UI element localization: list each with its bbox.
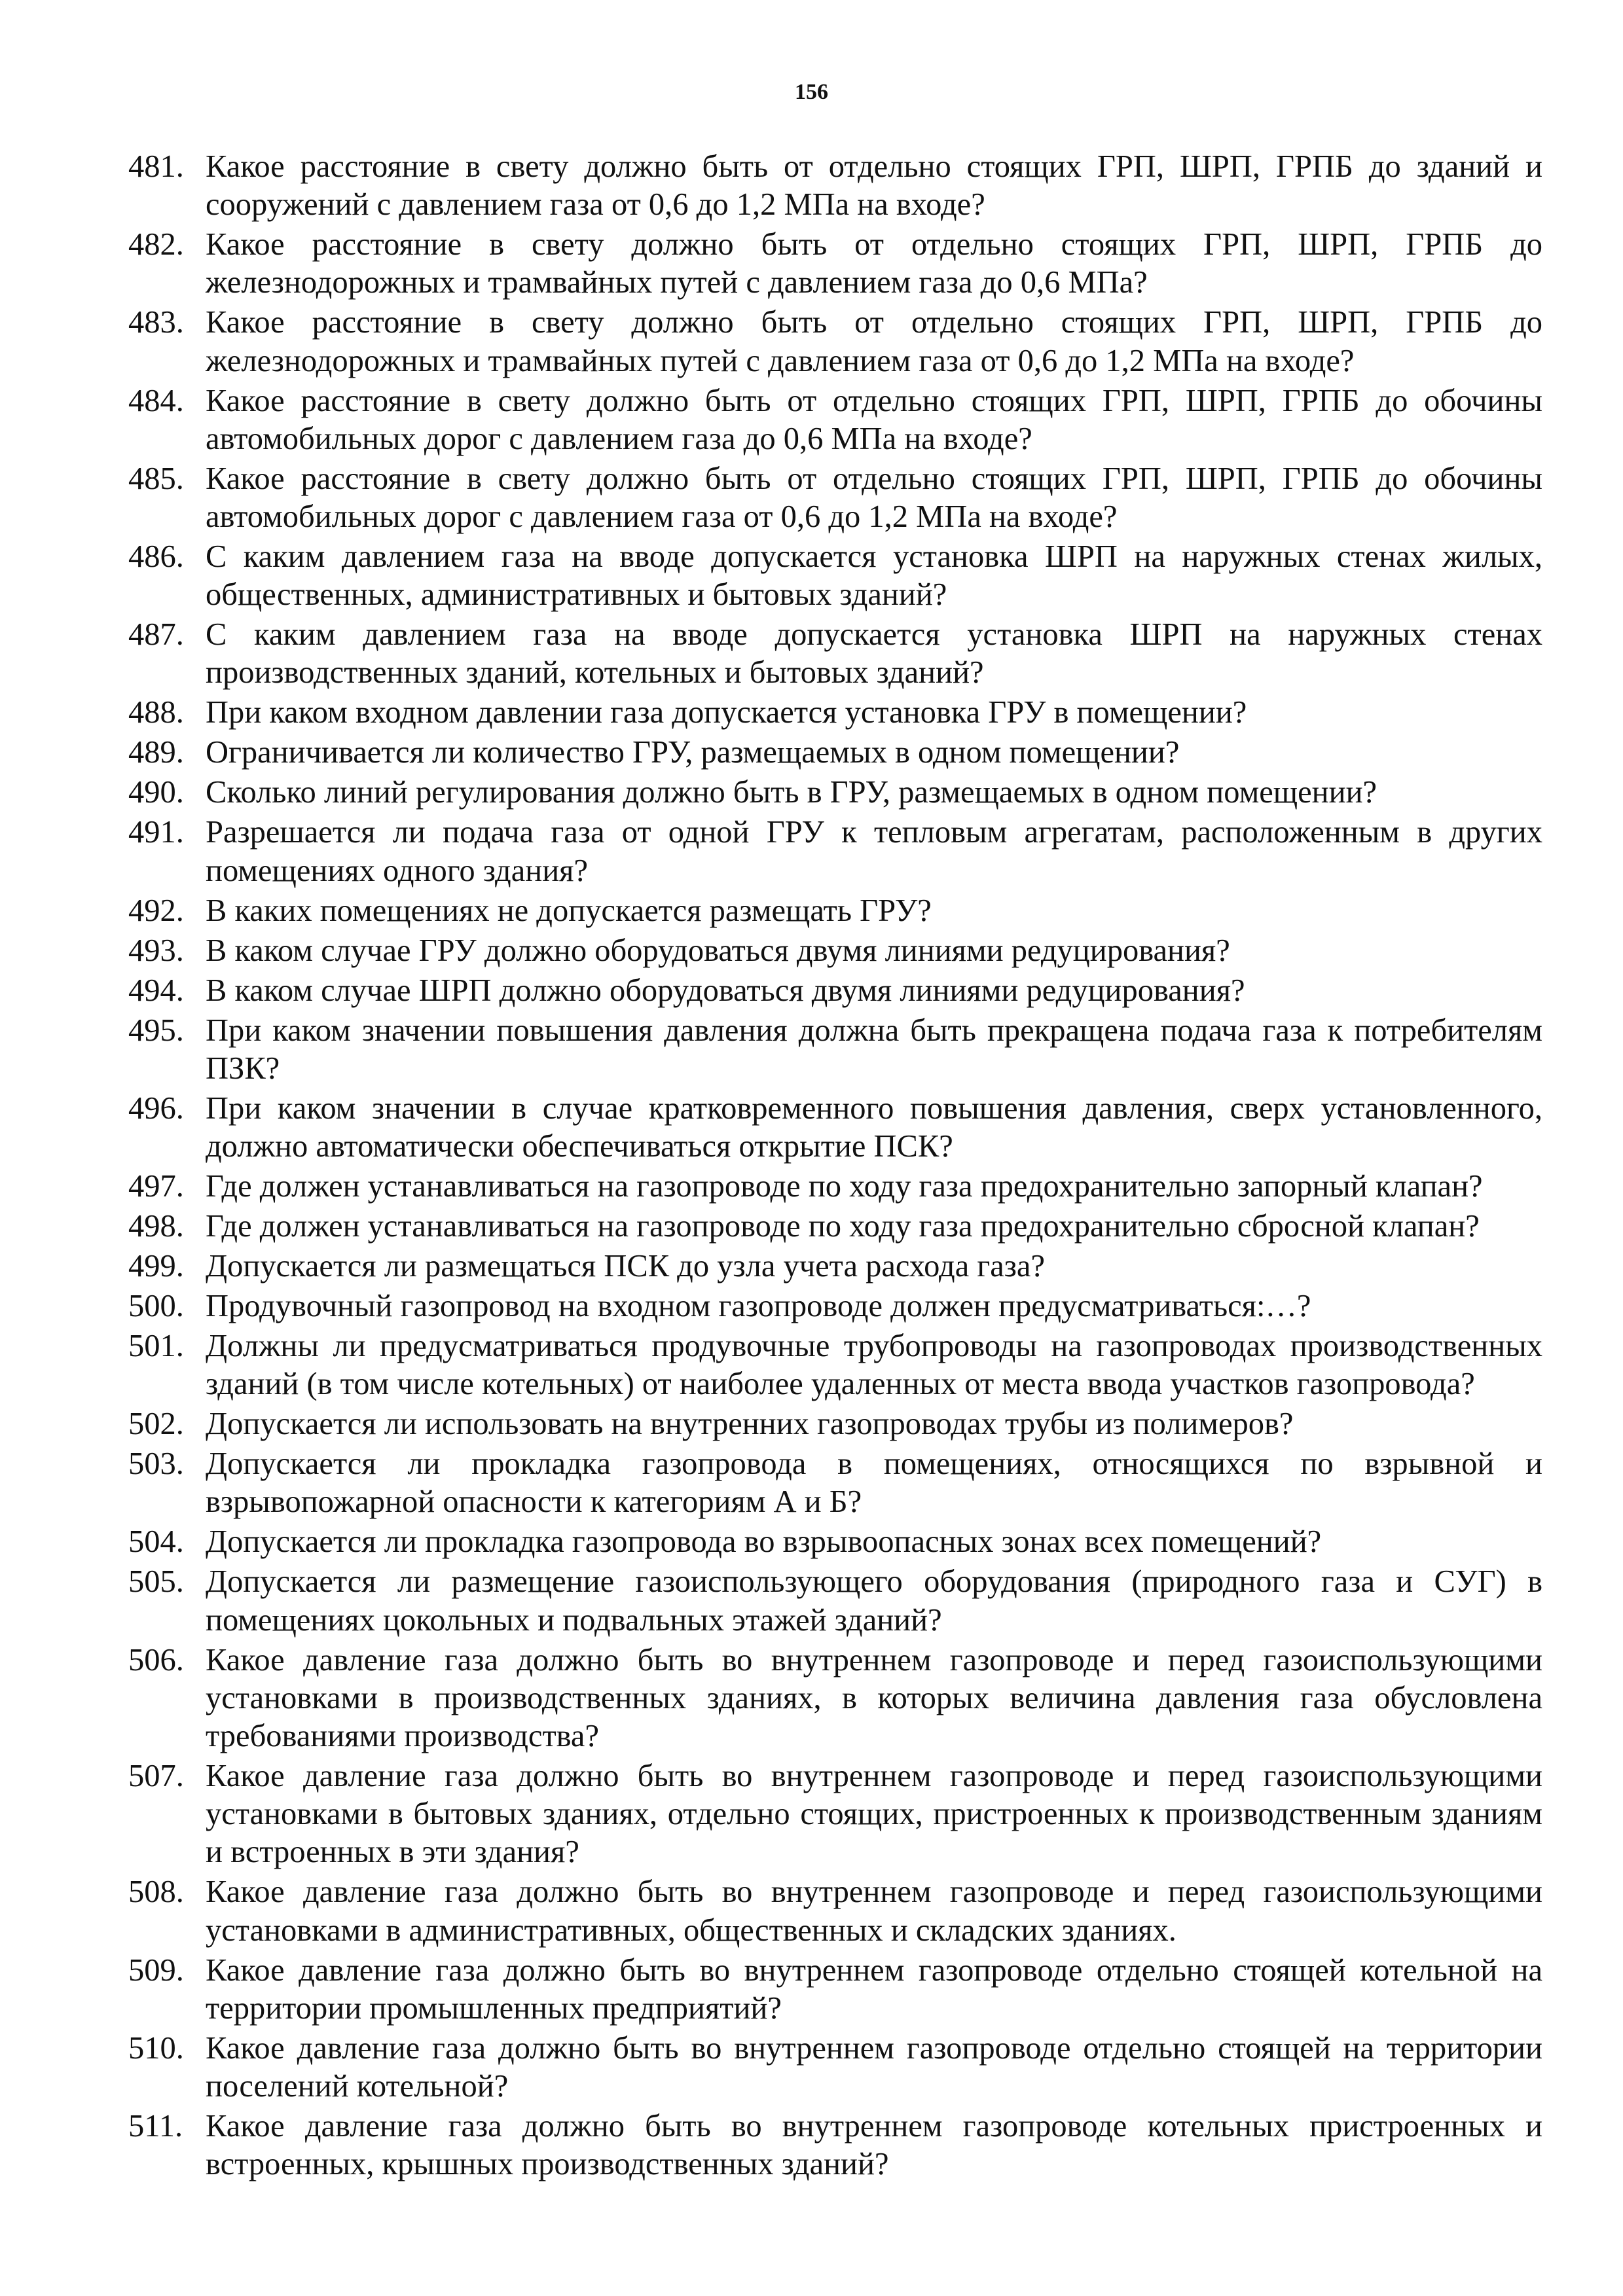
question-item [128,932,1542,970]
question-text: С каким давлением газа на вводе допускается установка ШРП на наружных стенах производственных зданий, котельных и бытовых зданий? [206,617,1542,691]
question-number: 481. [128,149,184,184]
question-text: Ограничивается ли количество ГРУ, размещаемых в одном помещении? [206,735,1180,770]
question-item [128,460,1542,536]
question-text: Допускается ли прокладка газопровода во взрывоопасных зонах всех помещений? [206,1524,1322,1560]
question-text: Допускается ли размещение газоиспользующего оборудования (природного газа и СУГ) в помещениях цокольных и подвальных этажей зданий? [206,1564,1542,1638]
question-text: Где должен устанавливаться на газопроводе по ходу газа предохранительно запорный клапан? [206,1169,1483,1204]
question-item [128,1168,1542,1206]
question-text: Какое давление газа должно быть во внутреннем газопроводе и перед газоиспользующими установками в производственных зданиях, в которых величина давления газа обусловлена требованиями производства? [206,1642,1542,1754]
question-text: Какое расстояние в свету должно быть от отдельно стоящих ГРП, ШРП, ГРПБ до обочины автомобильных дорог с давлением газа от 0,6 до 1,2 МПа на входе? [206,461,1542,535]
question-text: Сколько линий регулирования должно быть в ГРУ, размещаемых в одном помещении? [206,775,1377,810]
question-item [128,226,1542,302]
question-number: 487. [128,617,184,653]
question-number: 502. [128,1407,184,1442]
question-text: Допускается ли использовать на внутренних газопроводах трубы из полимеров? [206,1407,1294,1442]
question-item [128,892,1542,930]
question-number: 510. [128,2030,184,2066]
question-number: 511. [128,2109,183,2144]
question-number: 492. [128,893,184,928]
question-text: Допускается ли размещаться ПСК до узла учета расхода газа? [206,1249,1045,1284]
question-number: 507. [128,1759,184,1794]
question-text: Какое давление газа должно быть во внутреннем газопроводе отдельно стоящей котельной на территории промышленных предприятий? [206,1952,1542,2026]
question-number: 486. [128,539,184,575]
question-number: 505. [128,1564,184,1600]
question-number: 504. [128,1524,184,1560]
question-item [128,2108,1542,2183]
question-item [128,1873,1542,1949]
question-text: Разрешается ли подача газа от одной ГРУ к тепловым агрегатам, расположенным в других помещениях одного здания? [206,815,1542,888]
question-text: Где должен устанавливаться на газопроводе по ходу газа предохранительно сбросной клапан? [206,1209,1480,1244]
question-number: 490. [128,775,184,810]
question-item [128,616,1542,692]
question-item [128,1523,1542,1561]
question-number: 501. [128,1329,184,1364]
question-text: Какое расстояние в свету должно быть от отдельно стоящих ГРП, ШРП, ГРПБ до зданий и сооружений с давлением газа от 0,6 до 1,2 МПа на входе? [206,149,1542,223]
question-item [128,1208,1542,1246]
question-item [128,1090,1542,1166]
question-item [128,1247,1542,1285]
question-text: В каком случае ГРУ должно оборудоваться двумя линиями редуцирования? [206,933,1230,968]
question-number: 489. [128,735,184,770]
question-number: 495. [128,1013,184,1048]
question-text: С каким давлением газа на вводе допускается установка ШРП на наружных стенах жилых, общественных, административных и бытовых зданий? [206,539,1542,613]
question-item [128,814,1542,889]
question-item [128,1287,1542,1325]
question-text: Какое расстояние в свету должно быть от отдельно стоящих ГРП, ШРП, ГРПБ до обочины автомобильных дорог с давлением газа до 0,6 МПа на входе? [206,383,1542,456]
question-text: Какое расстояние в свету должно быть от отдельно стоящих ГРП, ШРП, ГРПБ до железнодорожных и трамвайных путей с давлением газа до 0,6 МПа? [206,227,1542,300]
question-number: 488. [128,695,184,730]
question-item [128,1012,1542,1088]
question-number: 485. [128,461,184,496]
question-number: 483. [128,305,184,340]
question-text: Должны ли предусматриваться продувочные трубопроводы на газопроводах производственных зданий (в том числе котельных) от наиболее удаленных от места ввода участков газопровода? [206,1329,1542,1402]
question-number: 509. [128,1952,184,1988]
question-item [128,774,1542,812]
question-text: При каком значении повышения давления должна быть прекращена подача газа к потребителям ПЗК? [206,1013,1542,1086]
question-item [128,1757,1542,1872]
question-text: В каком случае ШРП должно оборудоваться двумя линиями редуцирования? [206,973,1245,1008]
question-item [128,694,1542,732]
question-number: 491. [128,815,184,850]
question-item [128,304,1542,380]
question-text: Какое давление газа должно быть во внутреннем газопроводе и перед газоиспользующими установками в бытовых зданиях, отдельно стоящих, пристроенных к производственным зданиям и встроенных в эти здания? [206,1759,1542,1870]
question-number: 499. [128,1249,184,1284]
question-number: 494. [128,973,184,1008]
question-number: 503. [128,1446,184,1482]
question-item [128,734,1542,772]
question-item [128,1327,1542,1403]
question-text: В каких помещениях не допускается размещать ГРУ? [206,893,932,928]
question-number: 508. [128,1874,184,1910]
question-number: 506. [128,1642,184,1677]
question-item [128,1563,1542,1639]
question-item [128,972,1542,1010]
question-text: Какое давление газа должно быть во внутреннем газопроводе котельных пристроенных и встроенных, крышных производственных зданий? [206,2109,1542,2182]
question-text: Какое давление газа должно быть во внутреннем газопроводе отдельно стоящей на территории поселений котельной? [206,2030,1542,2104]
question-item [128,1405,1542,1443]
question-number: 493. [128,933,184,968]
question-text: Какое давление газа должно быть во внутреннем газопроводе и перед газоиспользующими установками в административных, общественных и складских зданиях. [206,1874,1542,1948]
question-item [128,538,1542,614]
question-text: Продувочный газопровод на входном газопроводе должен предусматриваться:…? [206,1289,1311,1324]
question-text: Допускается ли прокладка газопровода в помещениях, относящихся по взрывной и взрывопожарной опасности к категориям А и Б? [206,1446,1542,1520]
question-text: При каком значении в случае кратковременного повышения давления, сверх установленного, должно автоматически обеспечиваться открытие ПСК? [206,1090,1542,1164]
question-number: 500. [128,1289,184,1324]
question-text: Какое расстояние в свету должно быть от отдельно стоящих ГРП, ШРП, ГРПБ до железнодорожных и трамвайных путей с давлением газа от 0,6 до 1,2 МПа на входе? [206,305,1542,378]
question-number: 498. [128,1209,184,1244]
question-number: 496. [128,1090,184,1126]
question-item [128,1952,1542,2028]
question-item [128,2030,1542,2106]
question-number: 484. [128,383,184,418]
page-number: 156 [795,80,828,104]
question-item [128,1445,1542,1521]
question-item [128,148,1542,224]
question-list [128,148,1542,2185]
question-number: 497. [128,1169,184,1204]
question-number: 482. [128,227,184,262]
question-item [128,1641,1542,1756]
question-item [128,382,1542,458]
question-text: При каком входном давлении газа допускается установка ГРУ в помещении? [206,695,1247,730]
